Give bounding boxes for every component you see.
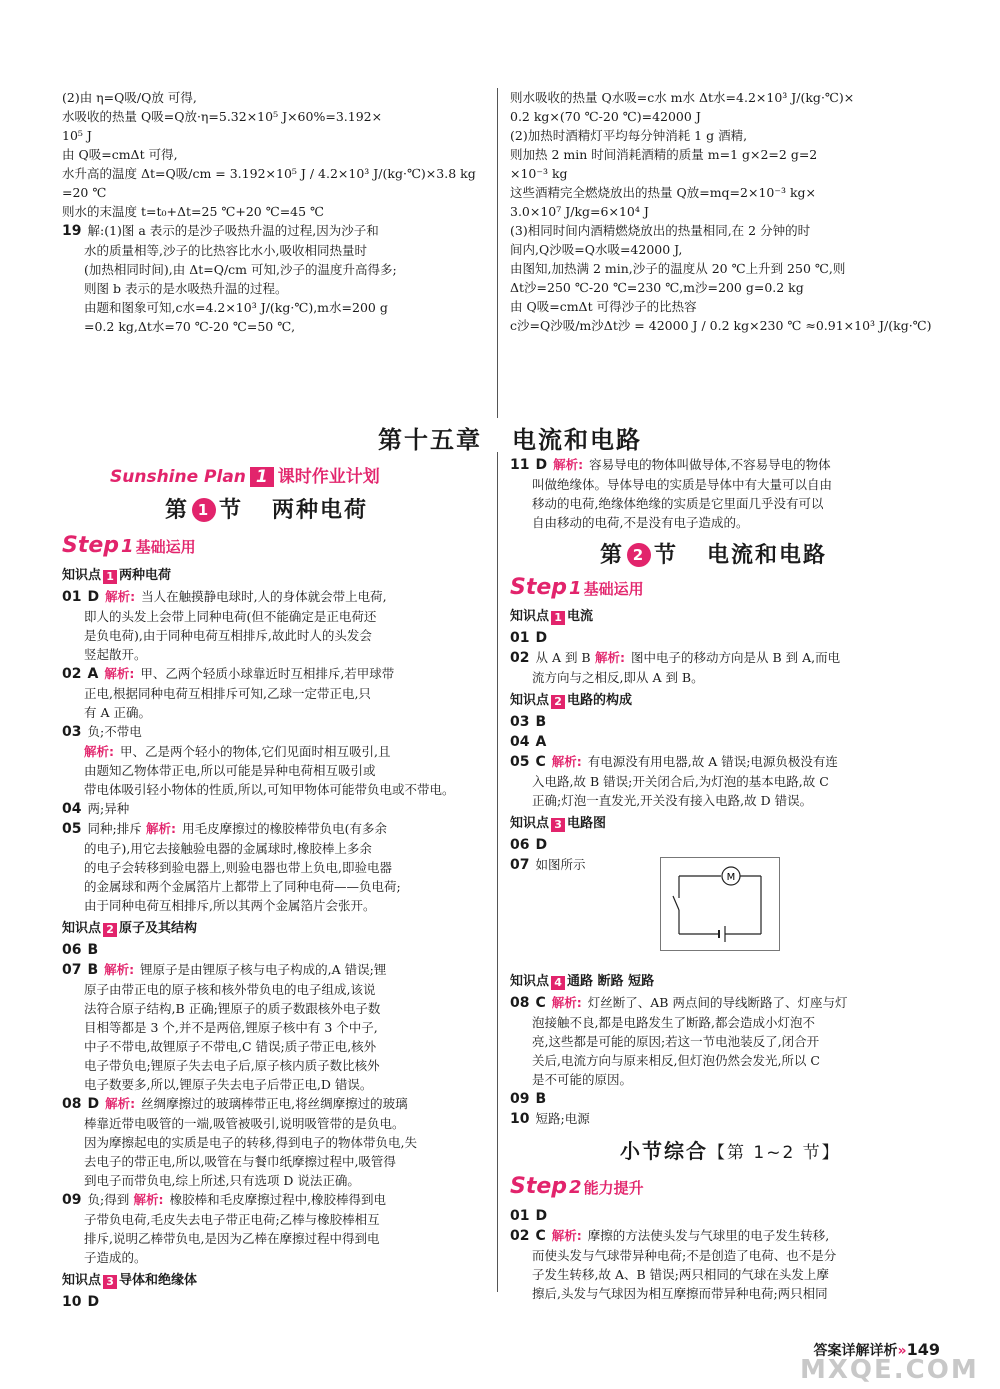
answer-item <box>510 1109 940 1129</box>
text-line: =20 ℃ <box>62 185 107 200</box>
question-number: 05 <box>62 821 82 837</box>
answer-item <box>510 1226 940 1246</box>
answer-item <box>510 712 940 732</box>
knowledge-point-label: 知识点 <box>510 693 550 708</box>
plan-chinese: 课时作业计划 <box>277 467 380 487</box>
text-line: ×10⁻³ kg <box>510 166 568 181</box>
knowledge-point <box>510 972 940 991</box>
answer-continuation: 竖起散开。 <box>84 647 147 662</box>
answer-choice: B <box>535 714 547 730</box>
answer-continuation: 是不可能的原因。 <box>532 1072 633 1087</box>
section-number: 1 <box>192 498 216 522</box>
step-label: Step <box>510 575 568 600</box>
answer-continuation: 电子带负电;锂原子失去电子后,原子核内质子数比核外 <box>84 1058 380 1073</box>
text-line: Δt沙=250 ℃-20 ℃=230 ℃,m沙=200 g=0.2 kg <box>510 280 804 295</box>
answer-continuation: 叫做绝缘体。导体导电的实质是导体中有大量可以自由 <box>532 477 833 492</box>
top-right-solution <box>510 88 940 335</box>
answer-item <box>62 722 487 742</box>
step-number: 2 <box>569 1177 582 1198</box>
right-answer-list-2 <box>510 603 940 875</box>
plan-badge: 1 <box>250 467 274 487</box>
question-number: 01 <box>62 589 82 605</box>
answer-choice: C <box>535 995 546 1011</box>
chapter-heading <box>360 420 660 455</box>
answer-text: 橡胶棒和毛皮摩擦过程中,橡胶棒得到电 <box>169 1192 387 1207</box>
answer-text: 甲、乙两个轻质小球靠近时互相排斥,若甲球带 <box>140 666 395 681</box>
left-answer-list <box>62 562 487 1312</box>
question-number: 02 <box>62 666 82 682</box>
knowledge-point <box>510 814 940 833</box>
text-line: 则水吸收的热量 Q水吸=c水 m水 Δt水=4.2×10³ J/(kg·℃)× <box>510 90 855 105</box>
answer-continuation: 关后,电流方向与原来相反,但灯泡仍然会发光,所以 C <box>532 1053 820 1068</box>
answer-item <box>62 1292 487 1312</box>
knowledge-point-number: 3 <box>551 818 565 832</box>
answer-continuation: 因为摩擦起电的实质是电子的转移,得到电子的物体带负电,失 <box>84 1135 417 1150</box>
answer-item <box>62 587 487 607</box>
question-number: 06 <box>510 837 530 853</box>
answer-continuation: 中子不带电,故锂原子不带电,C 错误;质子带正电,核外 <box>84 1039 377 1054</box>
right-answer-list-4 <box>510 1206 940 1303</box>
knowledge-point-label: 知识点 <box>62 921 102 936</box>
answer-text: 有电源没有用电器,故 A 错误;电源负极没有连 <box>587 754 838 769</box>
answer-continuation: 正确;灯泡一直发光,开关没有接入电路,故 D 错误。 <box>532 793 813 808</box>
answer-choice: A <box>87 666 99 682</box>
step-title: 基础运用 <box>583 580 644 598</box>
question-number: 03 <box>62 724 82 740</box>
text-line: 0.2 kg×(70 ℃-20 ℃)=42000 J <box>510 109 701 124</box>
knowledge-point-label: 知识点 <box>62 1273 102 1288</box>
answer-item <box>510 752 940 772</box>
answer-continuation: 由题知乙物体带正电,所以可能是异种电荷相互吸引或 <box>84 763 376 778</box>
text-line: 10⁵ J <box>62 128 92 143</box>
step-1-left-heading <box>62 533 196 558</box>
text-line: (2)由 η=Q吸/Q放 可得, <box>62 90 197 105</box>
q19-text: (加热相同时间),由 Δt=Q/cm 可知,沙子的温度升高得多; <box>84 262 397 277</box>
text-line: (3)相同时间内酒精燃烧放出的热量相同,在 2 分钟的时 <box>510 223 811 238</box>
text-line: 水升高的温度 Δt=Q吸/cm = 3.192×10⁵ J / 4.2×10³ J/(kg·℃)×3.8 kg <box>62 166 476 181</box>
answer-continuation: 而使头发与气球带异种电荷;不是创造了电荷、也不是分 <box>532 1248 837 1263</box>
question-number: 01 <box>510 630 530 646</box>
knowledge-point-title: 通路 断路 短路 <box>567 974 655 989</box>
question-number: 02 <box>510 650 530 666</box>
section-2-heading <box>600 538 827 569</box>
answer-continuation: 自由移动的电荷,不是没有电子造成的。 <box>532 515 749 530</box>
text-line: c沙=Q沙吸/m沙Δt沙 = 42000 J / 0.2 kg×230 ℃ ≈0.91×10³ J/(kg·℃) <box>510 318 932 333</box>
question-number: 10 <box>510 1111 530 1127</box>
text-line: 由图知,加热满 2 min,沙子的温度从 20 ℃上升到 250 ℃,则 <box>510 261 846 276</box>
question-number: 08 <box>62 1096 82 1112</box>
answer-continuation: 带电体吸引轻小物体的性质,所以,可知甲物体可能带负电或不带电。 <box>84 782 455 797</box>
plan-english: Sunshine Plan <box>110 467 246 487</box>
answer-item <box>62 799 487 819</box>
knowledge-point <box>62 1271 487 1290</box>
text-line: 3.0×10⁷ J/kg=6×10⁴ J <box>510 204 649 219</box>
answer-continuation: 法符合原子结构,B 正确;锂原子的质子数跟核外电子数 <box>84 1001 381 1016</box>
answer-continuation: 子发生转移,故 A、B 错误;两只相同的气球在头发上摩 <box>532 1267 829 1282</box>
answer-choice: A <box>535 734 547 750</box>
answer-text: 负;得到 <box>87 1192 130 1207</box>
question-number: 06 <box>62 942 82 958</box>
answer-text: 负;不带电 <box>87 724 142 739</box>
answer-text: 图中电子的移动方向是从 B 到 A,而电 <box>630 650 841 665</box>
answer-item <box>62 742 487 761</box>
answer-text: 当人在触摸静电球时,人的身体就会带上电荷, <box>141 589 387 604</box>
step-number: 1 <box>569 578 582 599</box>
q19-line <box>62 298 487 317</box>
answer-text: 同种;排斥 <box>87 821 142 836</box>
column-divider-bottom <box>497 452 498 1292</box>
q19-text: 解:(1)图 a 表示的是沙子吸热升温的过程,因为沙子和 <box>87 223 379 238</box>
answer-choice: C <box>535 1228 546 1244</box>
top-left-solution <box>62 88 487 336</box>
section-summary-heading <box>620 1135 841 1164</box>
right-answer-list-1 <box>510 455 940 532</box>
footer-arrow-icon: » <box>897 1343 907 1359</box>
step-number: 1 <box>121 536 134 557</box>
q19-line <box>62 241 487 260</box>
answer-choice: D <box>535 630 548 646</box>
text-line: 由 Q吸=cmΔt 可得沙子的比热容 <box>510 299 697 314</box>
answer-choice: D <box>535 457 548 473</box>
knowledge-point-title: 原子及其结构 <box>119 921 198 936</box>
analysis-label: 解析: <box>104 666 135 681</box>
section-suffix: 节 <box>654 543 679 568</box>
question-number: 07 <box>510 857 530 873</box>
answer-continuation: 擦后,头发与气球因为相互摩擦而带异种电荷;两只相同 <box>532 1286 828 1301</box>
analysis-label: 解析: <box>553 457 584 472</box>
motor-label: M <box>726 872 736 883</box>
step-2-heading <box>510 1174 644 1199</box>
question-number: 07 <box>62 962 82 978</box>
sunshine-plan-banner <box>110 462 380 487</box>
answer-item <box>62 960 487 980</box>
question-number: 05 <box>510 754 530 770</box>
step-title: 能力提升 <box>583 1179 644 1197</box>
answer-text: 短路;电源 <box>535 1111 590 1126</box>
analysis-label: 解析: <box>590 650 625 665</box>
question-number: 01 <box>510 1208 530 1224</box>
answer-item <box>510 628 940 648</box>
answer-text: 丝绸摩擦过的玻璃棒带正电,将丝绸摩擦过的玻璃 <box>141 1096 408 1111</box>
section-suffix: 节 <box>219 498 244 523</box>
question-number: 02 <box>510 1228 530 1244</box>
text-line: 由 Q吸=cmΔt 可得, <box>62 147 178 162</box>
knowledge-point-title: 电路的构成 <box>567 693 633 708</box>
question-number: 11 <box>510 457 530 473</box>
answer-continuation: 即人的头发上会带上同种电荷(但不能确定是正电荷还 <box>84 609 377 624</box>
answer-text: 如图所示 <box>535 857 586 872</box>
section-prefix: 第 <box>165 498 190 523</box>
answer-choice: D <box>535 1208 548 1224</box>
knowledge-point <box>62 566 487 585</box>
footer-label: 答案详解详析 <box>813 1343 898 1359</box>
knowledge-point-title: 导体和绝缘体 <box>119 1273 198 1288</box>
question-number: 09 <box>62 1192 82 1208</box>
question-number: 03 <box>510 714 530 730</box>
section-number: 2 <box>627 543 651 567</box>
answer-text: 容易导电的物体叫做导体,不容易导电的物体 <box>589 457 831 472</box>
knowledge-point-label: 知识点 <box>62 568 102 583</box>
knowledge-point-number: 4 <box>551 976 565 990</box>
answer-continuation: 棒靠近带电吸管的一端,吸管被吸引,说明吸管带的是负电。 <box>84 1116 405 1131</box>
answer-text: 锂原子是由锂原子核与电子构成的,A 错误;锂 <box>140 962 387 977</box>
answer-text: 从 A 到 B <box>535 650 591 665</box>
analysis-label: 解析: <box>84 744 114 759</box>
answer-continuation: 子造成的。 <box>84 1250 147 1265</box>
analysis-label: 解析: <box>105 589 136 604</box>
text-line: 这些酒精完全燃烧放出的热量 Q放=mq=2×10⁻³ kg× <box>510 185 816 200</box>
switch-icon <box>673 896 679 910</box>
q19-text: 由题和图象可知,c水=4.2×10³ J/(kg·℃),m水=200 g <box>84 300 388 315</box>
knowledge-point-title: 两种电荷 <box>119 568 172 583</box>
section-prefix: 第 <box>600 543 625 568</box>
step-label: Step <box>510 1174 568 1199</box>
summary-range: 【第 1~2 节】 <box>708 1143 841 1163</box>
answer-choice: D <box>87 589 100 605</box>
analysis-label: 解析: <box>105 1096 136 1111</box>
circuit-svg <box>661 858 779 950</box>
answer-text: 灯丝断了、AB 两点间的导线断路了、灯座与灯 <box>587 995 848 1010</box>
question-number: 04 <box>510 734 530 750</box>
knowledge-point-number: 2 <box>103 923 117 937</box>
answer-item <box>510 455 940 475</box>
right-answer-list-3 <box>510 968 940 1129</box>
section-name: 电流和电路 <box>707 543 828 568</box>
answer-item <box>510 1206 940 1226</box>
circuit-diagram <box>660 857 780 951</box>
question-number: 10 <box>62 1294 82 1310</box>
q19-line <box>62 221 487 241</box>
analysis-label: 解析: <box>104 962 135 977</box>
answer-continuation: 排斥,说明乙棒带负电,是因为乙棒在摩擦过程中得到电 <box>84 1231 380 1246</box>
page-number: 149 <box>906 1340 940 1359</box>
answer-text: 两;异种 <box>87 801 130 816</box>
text-line: (2)加热时酒精灯平均每分钟消耗 1 g 酒精, <box>510 128 748 143</box>
q19-line <box>62 279 487 298</box>
analysis-label: 解析: <box>129 1192 164 1207</box>
answer-continuation: 目相等都是 3 个,并不是两倍,锂原子核中有 3 个中子, <box>84 1020 378 1035</box>
chapter-number: 第十五章 <box>378 426 482 454</box>
answer-item <box>510 732 940 752</box>
q19-line <box>62 260 487 279</box>
answer-continuation: 子带负电荷,毛皮失去电子带正电荷;乙棒与橡胶棒相互 <box>84 1212 380 1227</box>
step-title: 基础运用 <box>135 538 196 556</box>
text-line: 间内,Q沙吸=Q水吸=42000 J, <box>510 242 683 257</box>
analysis-label: 解析: <box>551 1228 582 1243</box>
answer-item <box>62 940 487 960</box>
answer-item <box>62 819 487 839</box>
watermark: MXQE.COM <box>800 1355 979 1385</box>
answer-continuation: 是负电荷),由于同种电荷互相排斥,故此时人的头发会 <box>84 628 372 643</box>
q19-text: 则图 b 表示的是水吸热升温的过程。 <box>84 281 288 296</box>
answer-continuation: 流方向与之相反,即从 A 到 B。 <box>532 670 704 685</box>
q19-text: 水的质量相等,沙子的比热容比水小,吸收相同热量时 <box>84 243 367 258</box>
section-name: 两种电荷 <box>272 498 369 523</box>
knowledge-point-number: 1 <box>103 570 117 584</box>
answer-continuation: 的电子),用它去接触验电器的金属球时,橡胶棒上多余 <box>84 841 372 856</box>
knowledge-point-number: 2 <box>551 695 565 709</box>
chapter-name: 电流和电路 <box>512 426 642 454</box>
knowledge-point-title: 电流 <box>567 609 594 624</box>
section-1-heading <box>165 493 368 524</box>
summary-title: 小节综合 <box>620 1139 708 1163</box>
analysis-label: 解析: <box>551 754 582 769</box>
knowledge-point-label: 知识点 <box>510 816 550 831</box>
answer-continuation: 的电子会转移到验电器上,则验电器也带上负电,即验电器 <box>84 860 392 875</box>
answer-choice: D <box>535 837 548 853</box>
answer-continuation: 泡接触不良,都是电路发生了断路,都会造成小灯泡不 <box>532 1015 815 1030</box>
knowledge-point-number: 3 <box>103 1275 117 1289</box>
answer-continuation: 去电子的带正电,所以,吸管在与餐巾纸摩擦过程中,吸管得 <box>84 1154 396 1169</box>
knowledge-point-label: 知识点 <box>510 974 550 989</box>
question-number: 04 <box>62 801 82 817</box>
answer-continuation: 原子由带正电的原子核和核外带负电的电子组成,该说 <box>84 982 376 997</box>
knowledge-point <box>510 607 940 626</box>
column-divider-top <box>497 88 498 418</box>
answer-text: 摩擦的方法使头发与气球里的电子发生转移, <box>587 1228 830 1243</box>
knowledge-point <box>510 691 940 710</box>
answer-item <box>510 993 940 1013</box>
text-line: 水吸收的热量 Q吸=Q放·η=5.32×10⁵ J×60%=3.192× <box>62 109 383 124</box>
answer-continuation: 入电路,故 B 错误;开关闭合后,为灯泡的基本电路,故 C <box>532 774 829 789</box>
q19-text: =0.2 kg,Δt水=70 ℃-20 ℃=50 ℃, <box>84 319 296 334</box>
answer-choice: D <box>87 1294 100 1310</box>
answer-item <box>62 1190 487 1210</box>
q19-line <box>62 317 487 336</box>
answer-choice: B <box>87 942 99 958</box>
answer-item <box>510 648 940 668</box>
answer-text: 用毛皮摩擦过的橡胶棒带负电(有多余 <box>182 821 387 836</box>
text-line: 则加热 2 min 时间消耗酒精的质量 m=1 g×2=2 g=2 <box>510 147 818 162</box>
analysis-label: 解析: <box>141 821 177 836</box>
answer-continuation: 电子数要多,所以,锂原子失去电子后带正电,D 错误。 <box>84 1077 373 1092</box>
answer-continuation: 的金属球和两个金属箔片上都带上了同种电荷——负电荷; <box>84 879 401 894</box>
answer-choice: B <box>87 962 99 978</box>
knowledge-point-label: 知识点 <box>510 609 550 624</box>
knowledge-point-number: 1 <box>551 611 565 625</box>
question-number: 19 <box>62 223 82 239</box>
question-number: 09 <box>510 1091 530 1107</box>
text-line: 则水的末温度 t=t₀+Δt=25 ℃+20 ℃=45 ℃ <box>62 204 325 219</box>
knowledge-point-title: 电路图 <box>567 816 607 831</box>
answer-choice: D <box>87 1096 100 1112</box>
answer-continuation: 正电,根据同种电荷互相排斥可知,乙球一定带正电,只 <box>84 686 371 701</box>
answer-continuation: 移动的电荷,绝缘体绝缘的实质是它里面几乎没有可以 <box>532 496 824 511</box>
question-number: 08 <box>510 995 530 1011</box>
answer-text: 甲、乙是两个轻小的物体,它们见面时相互吸引,且 <box>120 744 391 759</box>
answer-item <box>62 1094 487 1114</box>
answer-item <box>510 1089 940 1109</box>
answer-choice: B <box>535 1091 547 1107</box>
answer-choice: C <box>535 754 546 770</box>
step-1-right-heading <box>510 575 644 600</box>
knowledge-point <box>62 919 487 938</box>
analysis-label: 解析: <box>551 995 582 1010</box>
answer-item <box>510 835 940 855</box>
answer-continuation: 由于同种电荷互相排斥,所以其两个金属箔片会张开。 <box>84 898 376 913</box>
answer-item <box>62 664 487 684</box>
answer-continuation: 有 A 正确。 <box>84 705 151 720</box>
answer-continuation: 亮,这些都是可能的原因;若这一节电池装反了,闭合开 <box>532 1034 820 1049</box>
answer-continuation: 到电子而带负电,综上所述,只有选项 D 说法正确。 <box>84 1173 360 1188</box>
step-label: Step <box>62 533 120 558</box>
